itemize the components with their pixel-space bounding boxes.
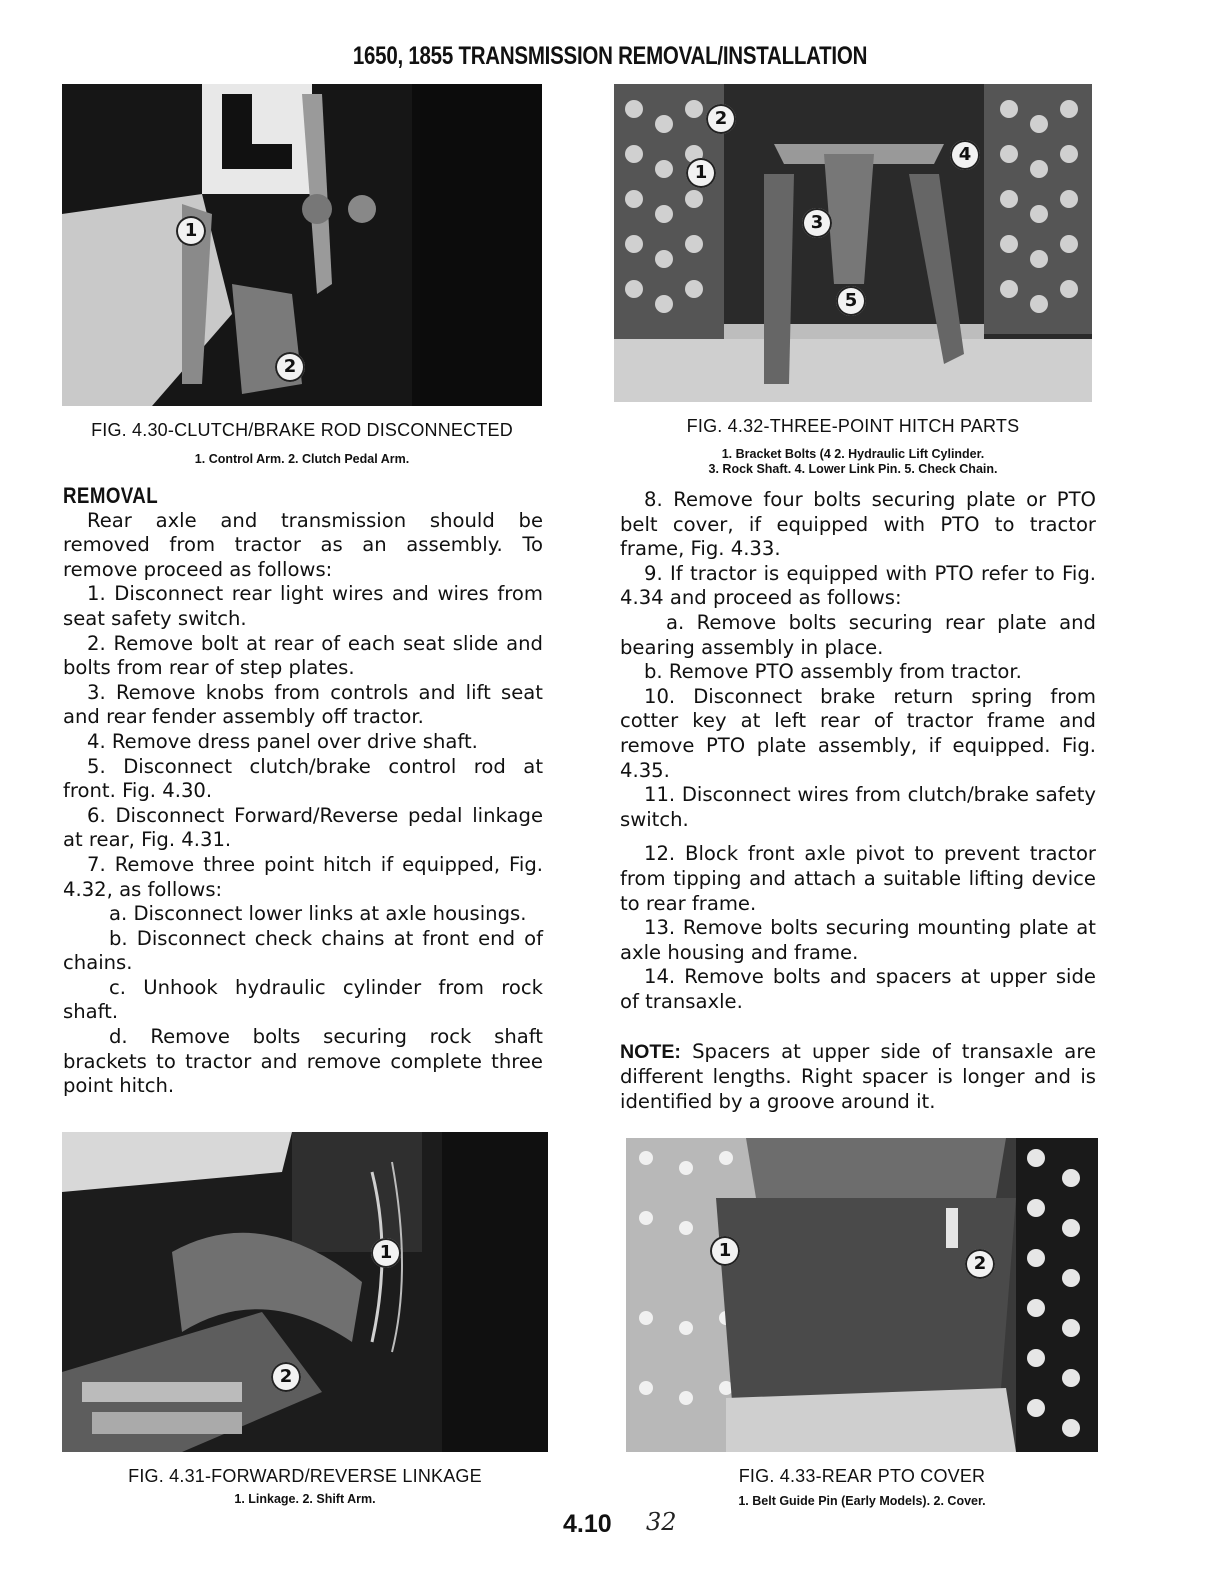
callout-3: 3: [802, 208, 832, 238]
note-paragraph: [620, 1040, 1096, 1114]
step-1: 1. Disconnect rear light wires and wires from seat safety switch.: [63, 582, 543, 630]
step-5: 5. Disconnect clutch/brake control rod at front. Fig. 4.30.: [63, 754, 543, 803]
intro-paragraph: Rear axle and transmission should be removed from tractor as an assembly. To remove proceed as follows:: [63, 508, 543, 581]
step-8: 8. Remove four bolts securing plate or PTO belt cover, if equipped with PTO to tractor frame, Fig. 4.33.: [620, 488, 1096, 561]
step-3: 3. Remove knobs from controls and lift seat and rear fender assembly off tractor.: [63, 680, 543, 729]
fig-4-31-photo: [62, 1132, 548, 1452]
fig-4-30-photo: [62, 84, 542, 406]
page-number: 4.10: [563, 1510, 612, 1538]
step-14: 14. Remove bolts and spacers at upper side of transaxle.: [620, 965, 1096, 1013]
step-6: 6. Disconnect Forward/Reverse pedal linkage at rear, Fig. 4.31.: [63, 803, 543, 852]
callout-2: 2: [965, 1249, 995, 1279]
fig-4-30-legend: 1. Control Arm. 2. Clutch Pedal Arm.: [194, 452, 410, 466]
note-label: NOTE:: [620, 1041, 681, 1064]
step-11: 11. Disconnect wires from clutch/brake safety switch.: [620, 783, 1096, 831]
substep-a: a. Disconnect lower links at axle housings.: [109, 902, 527, 926]
step-12: 12. Block front axle pivot to prevent tractor from tipping and attach a suitable lifting device to rear frame.: [620, 842, 1096, 915]
callout-1: 1: [686, 158, 716, 188]
step-2: 2. Remove bolt at rear of each seat slide and bolts from rear of step plates.: [63, 631, 543, 680]
right-column: [620, 488, 1096, 1114]
substep-9a: a. Remove bolts securing rear plate and bearing assembly in place.: [620, 610, 1096, 659]
callout-1: 1: [371, 1238, 401, 1268]
fig-4-32-legend-line1: 1. Bracket Bolts (4 2. Hydraulic Lift Cylinder.: [721, 447, 985, 461]
fig-4-31-caption: FIG. 4.31-FORWARD/REVERSE LINKAGE: [128, 1466, 482, 1486]
step-9: 9. If tractor is equipped with PTO refer to Fig. 4.34 and proceed as follows:: [620, 561, 1096, 610]
section-heading: REMOVAL: [63, 483, 159, 508]
substep-b: b. Disconnect check chains at front end of chains.: [63, 926, 543, 975]
step-10: 10. Disconnect brake return spring from cotter key at left rear of tractor frame and remove PTO plate assembly, if equipped. Fig. 4.35.: [620, 684, 1096, 782]
handwritten-page-number: 32: [646, 1508, 677, 1536]
fig-4-33-caption: FIG. 4.33-REAR PTO COVER: [738, 1466, 986, 1486]
fig-4-32-photo: [614, 84, 1092, 402]
fig-4-33-photo: [626, 1138, 1098, 1452]
fig-4-31-legend: 1. Linkage. 2. Shift Arm.: [234, 1492, 376, 1506]
fig-4-32-caption: FIG. 4.32-THREE-POINT HITCH PARTS: [686, 416, 1020, 436]
callout-2: 2: [706, 104, 736, 134]
substep-c: c. Unhook hydraulic cylinder from rock shaft.: [63, 975, 543, 1024]
left-column: [63, 484, 543, 1099]
callout-5: 5: [836, 286, 866, 316]
substep-d: d. Remove bolts securing rock shaft brackets to tractor and remove complete three point hitch.: [63, 1025, 543, 1098]
fig-4-32-legend-line2: 3. Rock Shaft. 4. Lower Link Pin. 5. Check Chain.: [708, 462, 998, 476]
callout-1: 1: [176, 216, 206, 246]
callout-1: 1: [710, 1236, 740, 1266]
fig-4-33-legend: 1. Belt Guide Pin (Early Models). 2. Cover.: [738, 1494, 986, 1508]
callout-4: 4: [950, 140, 980, 170]
substep-9b: b. Remove PTO assembly from tractor.: [644, 660, 1022, 684]
callout-2: 2: [275, 352, 305, 382]
step-4: 4. Remove dress panel over drive shaft.: [87, 729, 478, 753]
note-text: Spacers at upper side of transaxle are different lengths. Right spacer is longer and is identified by a groove around it.: [620, 1040, 1096, 1113]
step-13: 13. Remove bolts securing mounting plate at axle housing and frame.: [620, 916, 1096, 964]
fig-4-30-caption: FIG. 4.30-CLUTCH/BRAKE ROD DISCONNECTED: [91, 420, 513, 440]
callout-2: 2: [271, 1362, 301, 1392]
page-title: 1650, 1855 TRANSMISSION REMOVAL/INSTALLATION: [352, 42, 868, 70]
step-7: 7. Remove three point hitch if equipped, Fig. 4.32, as follows:: [63, 852, 543, 901]
